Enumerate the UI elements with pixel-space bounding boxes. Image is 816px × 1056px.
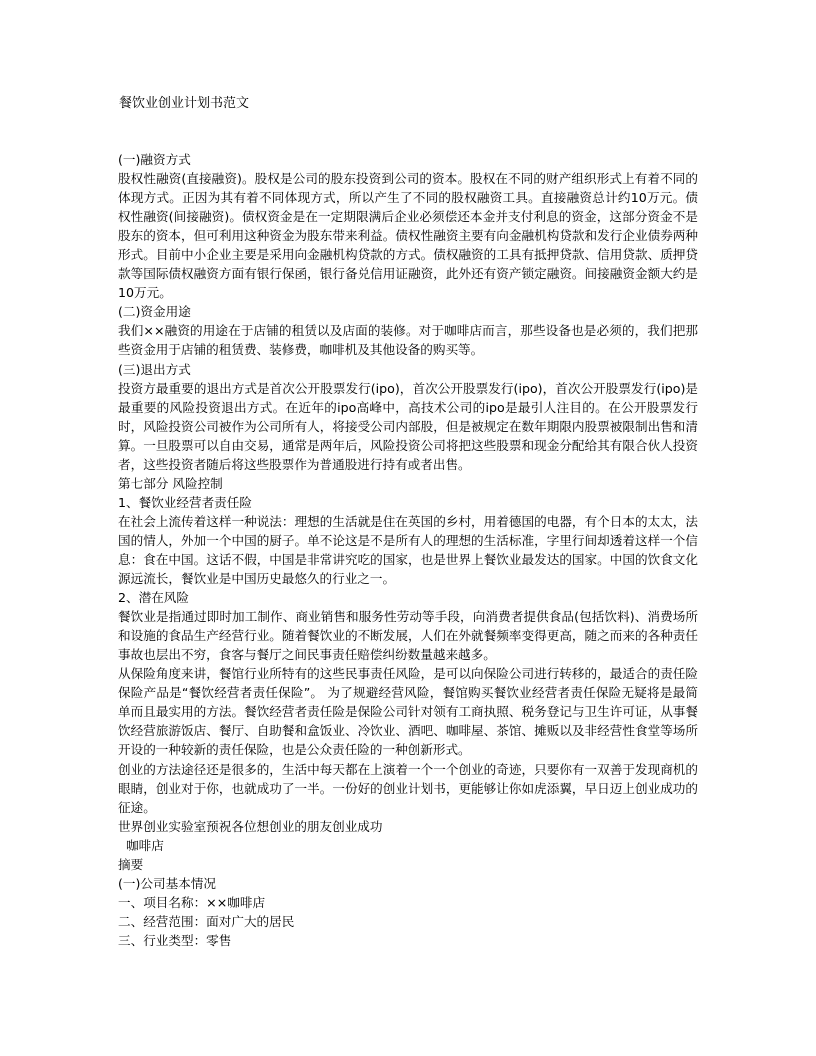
- business-scope-line: 二、经营范围：面对广大的居民: [118, 913, 295, 929]
- paragraph-exit: 投资方最重要的退出方式是首次公开股票发行(ipo)，首次公开股票发行(ipo)，首次公开股票发行(ipo)是最重要的风险投资退出方式。在近年的ipo高峰中，高技术公司的ipo是最引人注目的。在公开股票发行时，风险投资公司被作为公司所有人，将接受公司内部股，但是被规定在数年期限内股票被限制出售和清算。一旦股票可以自由交易，通常是两年后，风险投资公司将把这些股票和现金分配给其有限合伙人投资者，这些投资者随后将这些股票作为普通股进行持有或者出售。: [118, 380, 698, 472]
- section-heading-exit: (三)退出方式: [118, 361, 191, 377]
- paragraph-financing: 股权性融资(直接融资)。股权是公司的股东投资到公司的资本。股权在不同的财产组织形式上有着不同的体现方式。正因为其有着不同体现方式，所以产生了不同的股权融资工具。直接融资总计约10万元。债权性融资(间接融资)。债权资金是在一定期限满后企业必须偿还本金并支付利息的资金，这部分资金不是股东的资本，但可利用这种资金为股东带来利益。债权性融资主要有向金融机构贷款和发行企业债券两种形式。目前中小企业主要是采用向金融机构贷款的方式。债权融资的工具有抵押贷款、信用贷款、质押贷款等国际债权融资方面有银行保函，银行备兑信用证融资，此外还有资产锁定融资。间接融资金额大约是10万元。: [118, 171, 698, 301]
- paragraph-insurance: 从保险角度来讲，餐馆行业所特有的这些民事责任风险，是可以向保险公司进行转移的，最适合的责任险保险产品是“餐饮经营者责任保险”。 为了规避经营风险，餐馆购买餐饮业经营者责任保险无疑将是最简单而且最实用的方法。餐饮经营者责任险是保险公司针对领有工商执照、税务登记与卫生许可证，从事餐饮经营旅游饭店、餐厅、自助餐和盒饭业、冷饮业、酒吧、咖啡屋、茶馆、摊贩以及非经营性食堂等场所开设的一种较新的责任保险，也是公众责任险的一种创新形式。: [118, 666, 698, 758]
- part-heading-risk-control: 第七部分 风险控制: [118, 475, 223, 491]
- subheading-potential-risk: 2、潜在风险: [118, 590, 189, 606]
- paragraph-startup-method: 创业的方法途径还是很多的，生活中每天都在上演着一个一个创业的奇迹，只要你有一双善于发现商机的眼睛，创业对于你，也就成功了一半。一份好的创业计划书，更能够让你如虎添翼，早日迈上创业成功的征途。: [118, 761, 698, 815]
- company-info-heading: (一)公司基本情况: [118, 875, 216, 891]
- industry-type-line: 三、行业类型：零售: [118, 932, 232, 948]
- document-body: [118, 150, 698, 950]
- section-heading-fund-use: (二)资金用途: [118, 304, 191, 320]
- paragraph-fund-use: 我们××融资的用途在于店铺的租赁以及店面的装修。对于咖啡店而言，那些设备也是必须的，我们把那些资金用于店铺的租赁费、装修费，咖啡机及其他设备的购买等。: [118, 323, 698, 358]
- closing-wish: 世界创业实验室预祝各位想创业的朋友创业成功: [118, 818, 383, 834]
- project-name-line: 一、项目名称：××咖啡店: [118, 894, 266, 910]
- document-title: 餐饮业创业计划书范文: [119, 96, 250, 111]
- summary-heading: 摘要: [118, 856, 144, 872]
- section-heading-financing: (一)融资方式: [118, 152, 191, 167]
- subheading-liability-insurance: 1、餐饮业经营者责任险: [118, 494, 252, 510]
- paragraph-industry-definition: 餐饮业是指通过即时加工制作、商业销售和服务性劳动等手段，向消费者提供食品(包括饮料)、消费场所和设施的食品生产经营行业。随着餐饮业的不断发展，人们在外就餐频率变得更高，随之而来的各种责任事故也层出不穷，食客与餐厅之间民事责任赔偿纠纷数量越来越多。: [118, 609, 698, 663]
- paragraph-food-culture: 在社会上流传着这样一种说法：理想的生活就是住在英国的乡村，用着德国的电器，有个日本的太太，法国的情人，外加一个中国的厨子。单不论这是不是所有人的理想的生活标准，字里行间却透着这样一个信息：食在中国。这话不假，中国是非常讲究吃的国家，也是世界上餐饮业最发达的国家。中国的饮食文化源远流长，餐饮业是中国历史最悠久的行业之一。: [118, 513, 698, 587]
- cafe-heading: 咖啡店: [126, 837, 164, 853]
